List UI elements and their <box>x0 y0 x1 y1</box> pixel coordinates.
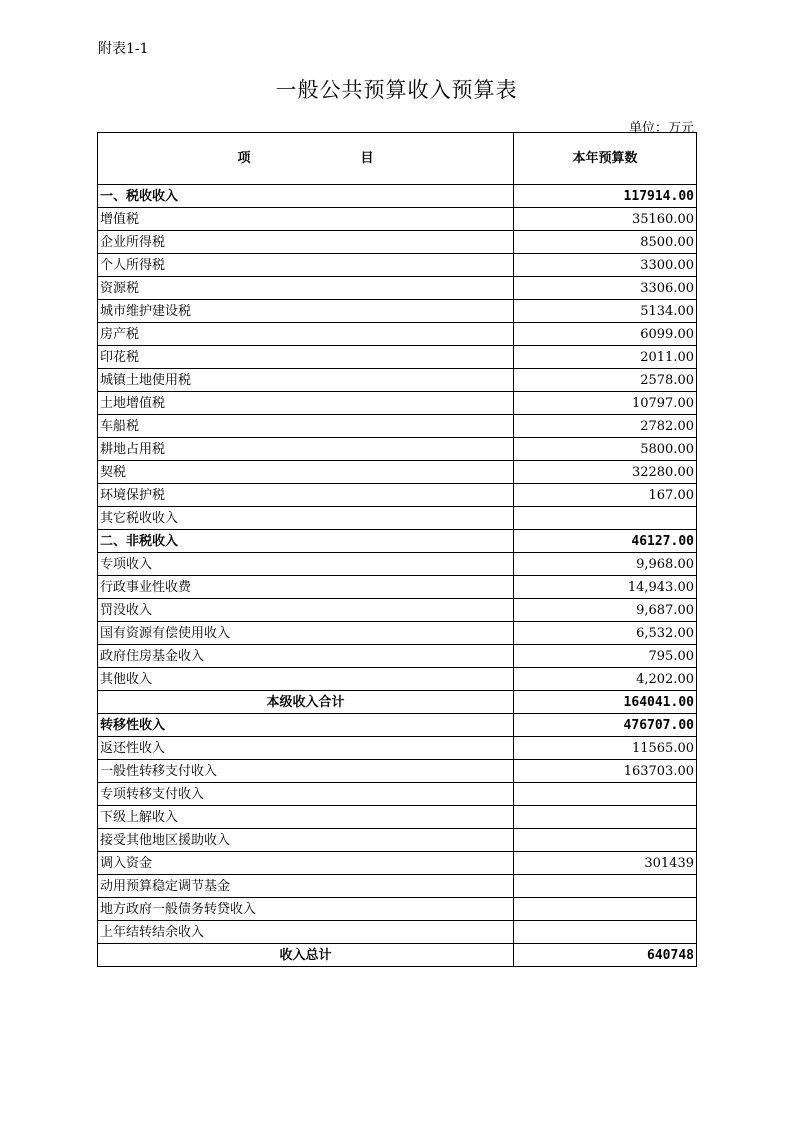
row-amount: 5800.00 <box>514 438 697 461</box>
row-amount: 5134.00 <box>514 300 697 323</box>
header-amount-cell: 本年预算数 <box>514 133 697 185</box>
table-row <box>98 553 697 576</box>
row-amount <box>514 921 697 944</box>
row-name: 房产税 <box>98 323 514 346</box>
section-name: 一、税收收入 <box>98 185 514 208</box>
row-amount: 2578.00 <box>514 369 697 392</box>
table-row <box>98 622 697 645</box>
row-name: 专项收入 <box>98 553 514 576</box>
row-amount: 795.00 <box>514 645 697 668</box>
row-name: 行政事业性收费 <box>98 576 514 599</box>
attachment-label: 附表1-1 <box>98 41 149 57</box>
row-name: 车船税 <box>98 415 514 438</box>
row-name: 一般性转移支付收入 <box>98 760 514 783</box>
table-row <box>98 599 697 622</box>
row-amount: 167.00 <box>514 484 697 507</box>
row-amount: 10797.00 <box>514 392 697 415</box>
row-name: 地方政府一般债务转贷收入 <box>98 898 514 921</box>
table-row <box>98 461 697 484</box>
table-row <box>98 415 697 438</box>
row-amount: 4,202.00 <box>514 668 697 691</box>
row-name: 其他收入 <box>98 668 514 691</box>
row-name: 土地增值税 <box>98 392 514 415</box>
page-title: 一般公共预算收入预算表 <box>275 78 518 102</box>
row-amount: 8500.00 <box>514 231 697 254</box>
table-row <box>98 668 697 691</box>
row-name: 政府住房基金收入 <box>98 645 514 668</box>
table-row <box>98 484 697 507</box>
table-row <box>98 438 697 461</box>
row-amount <box>514 507 697 530</box>
table-row <box>98 507 697 530</box>
row-amount: 163703.00 <box>514 760 697 783</box>
row-amount: 11565.00 <box>514 737 697 760</box>
section-amount: 117914.00 <box>514 185 697 208</box>
row-amount <box>514 806 697 829</box>
row-name: 国有资源有偿使用收入 <box>98 622 514 645</box>
row-name: 其它税收收入 <box>98 507 514 530</box>
row-name: 返还性收入 <box>98 737 514 760</box>
table-row <box>98 208 697 231</box>
row-amount: 32280.00 <box>514 461 697 484</box>
row-amount: 9,968.00 <box>514 553 697 576</box>
row-amount: 9,687.00 <box>514 599 697 622</box>
row-amount: 3306.00 <box>514 277 697 300</box>
table-row <box>98 852 697 875</box>
local-total-label: 本级收入合计 <box>98 691 514 714</box>
row-name: 耕地占用税 <box>98 438 514 461</box>
local-total-amount: 164041.00 <box>514 691 697 714</box>
table-row <box>98 346 697 369</box>
local-total-row <box>98 691 697 714</box>
section-amount: 476707.00 <box>514 714 697 737</box>
row-amount: 35160.00 <box>514 208 697 231</box>
row-name: 调入资金 <box>98 852 514 875</box>
row-amount <box>514 875 697 898</box>
unit-label: 单位：万元 <box>628 121 694 136</box>
section-row-nontax <box>98 530 697 553</box>
row-amount <box>514 829 697 852</box>
row-name: 环境保护税 <box>98 484 514 507</box>
row-name: 罚没收入 <box>98 599 514 622</box>
table-row <box>98 369 697 392</box>
table-row <box>98 231 697 254</box>
row-name: 接受其他地区援助收入 <box>98 829 514 852</box>
row-amount <box>514 898 697 921</box>
row-name: 城市维护建设税 <box>98 300 514 323</box>
row-amount: 6099.00 <box>514 323 697 346</box>
row-name: 城镇土地使用税 <box>98 369 514 392</box>
row-amount: 2011.00 <box>514 346 697 369</box>
row-amount <box>514 783 697 806</box>
row-amount: 301439 <box>514 852 697 875</box>
table-row <box>98 645 697 668</box>
row-amount: 6,532.00 <box>514 622 697 645</box>
row-name: 专项转移支付收入 <box>98 783 514 806</box>
header-item-part1: 项 <box>237 151 251 166</box>
table-header-row <box>98 133 697 185</box>
table-row <box>98 254 697 277</box>
table-row <box>98 898 697 921</box>
table-row <box>98 323 697 346</box>
section-name: 转移性收入 <box>98 714 514 737</box>
row-amount: 3300.00 <box>514 254 697 277</box>
header-item-part2: 目 <box>360 151 374 166</box>
table-row <box>98 300 697 323</box>
row-name: 下级上解收入 <box>98 806 514 829</box>
row-name: 上年结转结余收入 <box>98 921 514 944</box>
grand-total-amount: 640748 <box>514 944 697 967</box>
row-name: 个人所得税 <box>98 254 514 277</box>
table-row <box>98 277 697 300</box>
row-name: 资源税 <box>98 277 514 300</box>
table-row <box>98 829 697 852</box>
budget-table <box>97 132 697 967</box>
section-name: 二、非税收入 <box>98 530 514 553</box>
table-row <box>98 576 697 599</box>
table-row <box>98 760 697 783</box>
section-row-transfer <box>98 714 697 737</box>
row-name: 印花税 <box>98 346 514 369</box>
grand-total-label: 收入总计 <box>98 944 514 967</box>
row-name: 动用预算稳定调节基金 <box>98 875 514 898</box>
row-amount: 14,943.00 <box>514 576 697 599</box>
table-row <box>98 875 697 898</box>
header-item-cell <box>98 133 514 185</box>
section-amount: 46127.00 <box>514 530 697 553</box>
table-row <box>98 921 697 944</box>
table-row <box>98 737 697 760</box>
row-name: 增值税 <box>98 208 514 231</box>
table-row <box>98 806 697 829</box>
table-row <box>98 392 697 415</box>
row-amount: 2782.00 <box>514 415 697 438</box>
section-row-tax <box>98 185 697 208</box>
table-row <box>98 783 697 806</box>
row-name: 契税 <box>98 461 514 484</box>
row-name: 企业所得税 <box>98 231 514 254</box>
grand-total-row <box>98 944 697 967</box>
